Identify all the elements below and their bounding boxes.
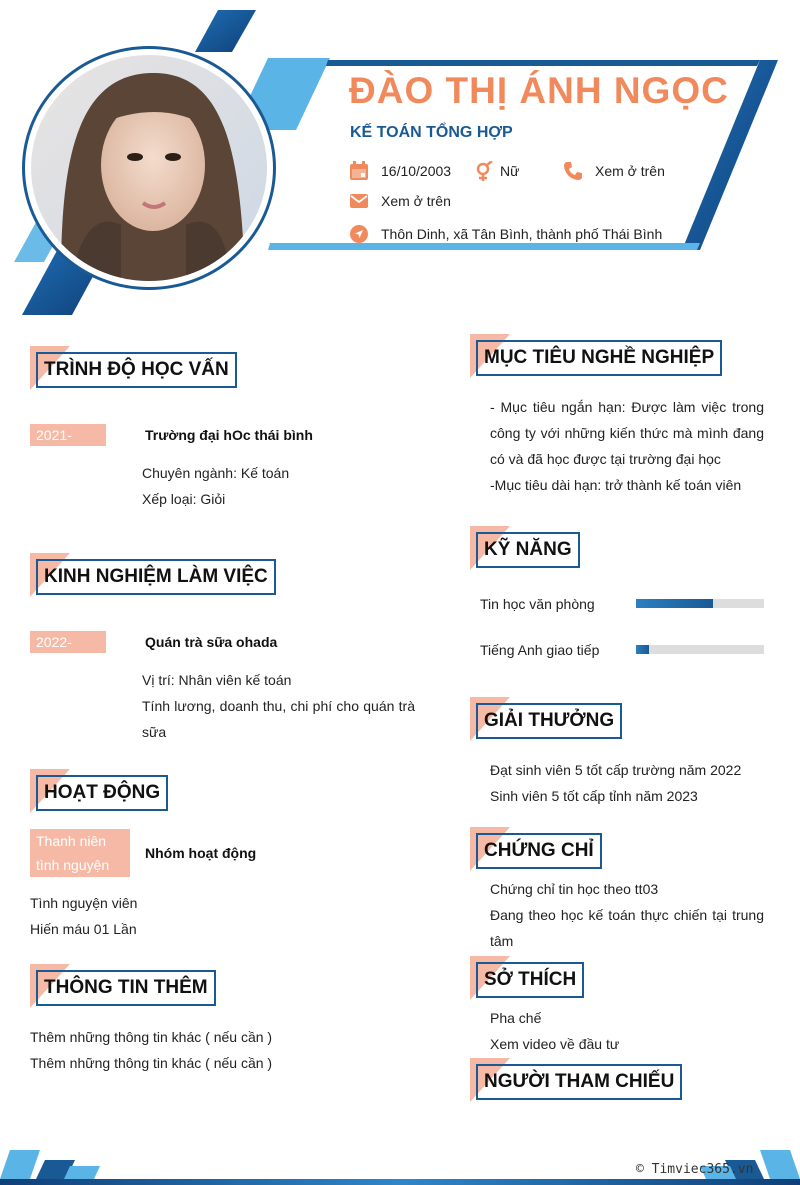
email-row xyxy=(349,191,451,211)
additional-line: Thêm những thông tin khác ( nếu cần ) xyxy=(30,1029,273,1045)
watermark: © Timviec365.vn xyxy=(636,1162,754,1177)
education-rank: Xếp loại: Giỏi xyxy=(142,491,226,507)
avatar-photo xyxy=(31,55,267,281)
experience-position: Vị trí: Nhân viên kế toán xyxy=(142,672,292,688)
experience-period: 2022-2024 xyxy=(30,631,106,653)
objective-long-term: -Mục tiêu dài hạn: trở thành kế toán viên xyxy=(490,477,742,493)
objective-short-term: - Mục tiêu ngắn hạn: Được làm việc trong công ty với những kiến thức mà mình đang có và đã học được tại trường đại học xyxy=(490,399,764,467)
gender-icon xyxy=(474,161,494,181)
phone-icon xyxy=(563,161,583,181)
phone-row xyxy=(563,161,665,181)
education-period: 2021-2024 xyxy=(30,424,106,446)
gender: Nữ xyxy=(500,163,520,179)
activities-line: Hiến máu 01 Lần xyxy=(30,921,137,937)
activities-line: Tình nguyện viên xyxy=(30,895,138,911)
skill-fill xyxy=(636,645,649,654)
certificate-item: Chứng chỉ tin học theo tt03 xyxy=(490,881,659,897)
skill-bar xyxy=(636,599,764,608)
section-title: CHỨNG CHỈ xyxy=(476,833,602,869)
calendar-icon xyxy=(349,161,369,181)
experience-company: Quán trà sữa ohada xyxy=(145,634,278,650)
address-row xyxy=(349,224,662,244)
skill-bar xyxy=(636,645,764,654)
certificate-item: Đang theo học kế toán thực chiến tại trung tâm xyxy=(490,907,764,949)
section-title: TRÌNH ĐỘ HỌC VẤN xyxy=(36,352,237,388)
email-icon xyxy=(349,191,369,211)
education-school: Trường đại hOc thái bình xyxy=(145,427,313,443)
hobby-item: Xem video về đầu tư xyxy=(490,1036,620,1052)
address: Thôn Dinh, xã Tân Bình, thành phố Thái Bình xyxy=(381,226,663,242)
job-title: KẾ TOÁN TỔNG HỢP xyxy=(350,124,513,141)
section-title: THÔNG TIN THÊM xyxy=(36,970,216,1006)
skill-name: Tin học văn phòng xyxy=(480,596,595,612)
candidate-name: ĐÀO THỊ ÁNH NGỌC xyxy=(349,70,729,111)
activities-group: Nhóm hoạt động xyxy=(145,845,257,861)
activities-badge: Thanh niên tình nguyện xyxy=(30,829,130,877)
section-title: GIẢI THƯỞNG xyxy=(476,703,622,739)
award-item: Sinh viên 5 tốt cấp tỉnh năm 2023 xyxy=(490,788,698,804)
section-title: MỤC TIÊU NGHỀ NGHIỆP xyxy=(476,340,722,376)
section-title: KỸ NĂNG xyxy=(476,532,580,568)
birthdate-row xyxy=(349,161,451,181)
skill-fill xyxy=(636,599,713,608)
gender-row xyxy=(474,161,519,181)
education-major: Chuyên ngành: Kế toán xyxy=(142,465,290,481)
section-title: KINH NGHIỆM LÀM VIỆC xyxy=(36,559,276,595)
award-item: Đạt sinh viên 5 tốt cấp trường năm 2022 xyxy=(490,762,742,778)
section-title: SỞ THÍCH xyxy=(476,962,584,998)
phone: Xem ở trên xyxy=(595,163,665,179)
experience-description: Tính lương, doanh thu, chi phí cho quán trà sữa xyxy=(142,698,415,740)
birthdate: 16/10/2003 xyxy=(381,163,452,179)
location-icon xyxy=(349,224,369,244)
section-title: NGƯỜI THAM CHIẾU xyxy=(476,1064,682,1100)
additional-line: Thêm những thông tin khác ( nếu cần ) xyxy=(30,1055,273,1071)
skill-name: Tiếng Anh giao tiếp xyxy=(480,642,600,658)
section-title: HOẠT ĐỘNG xyxy=(36,775,168,811)
avatar xyxy=(22,46,276,290)
hobby-item: Pha chế xyxy=(490,1010,542,1026)
email: Xem ở trên xyxy=(381,193,451,209)
